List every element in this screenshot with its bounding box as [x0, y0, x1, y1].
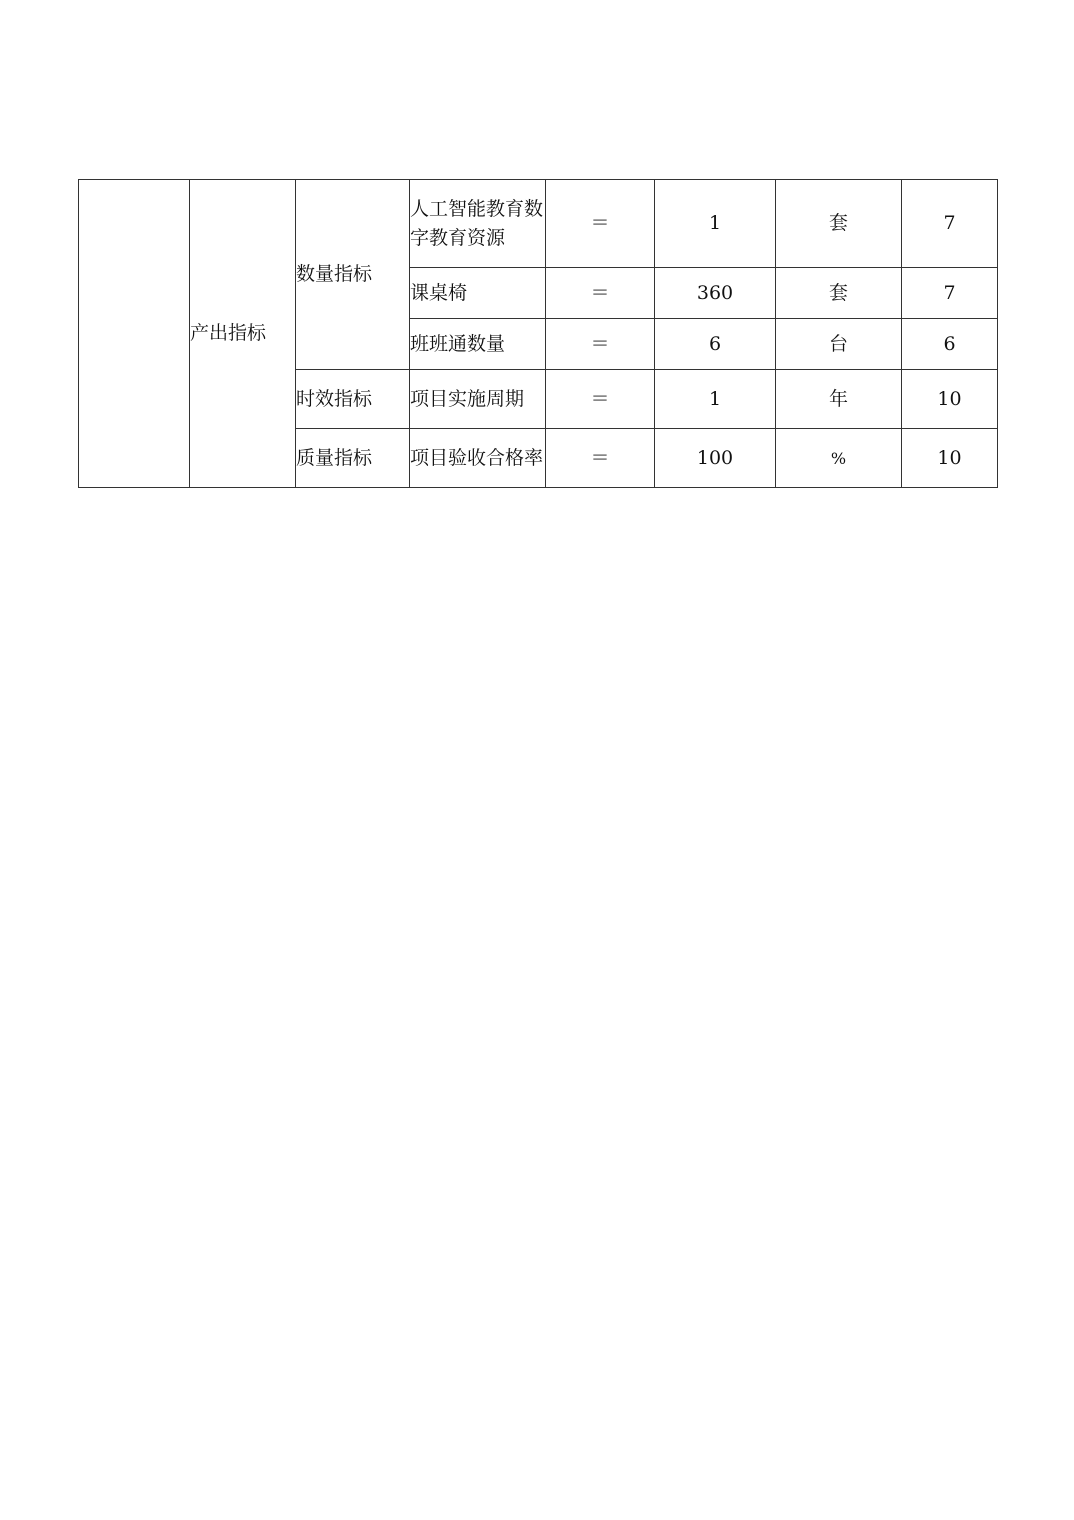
indicator-name-cell: 项目实施周期: [410, 370, 546, 429]
target-value-cell: 6: [655, 319, 776, 370]
target-value-cell: 100: [655, 429, 776, 488]
indicator-name-cell: 项目验收合格率: [410, 429, 546, 488]
operator-cell: ＝: [546, 268, 655, 319]
unit-cell: %: [776, 429, 902, 488]
level2-indicator-cell: 质量指标: [296, 429, 410, 488]
target-value-cell: 1: [655, 180, 776, 268]
unit-cell: 套: [776, 268, 902, 319]
score-cell: 7: [902, 268, 998, 319]
operator-cell: ＝: [546, 429, 655, 488]
operator-cell: ＝: [546, 319, 655, 370]
target-value-cell: 1: [655, 370, 776, 429]
level2-indicator-cell: 时效指标: [296, 370, 410, 429]
operator-cell: ＝: [546, 370, 655, 429]
score-cell: 10: [902, 370, 998, 429]
score-cell: 7: [902, 180, 998, 268]
indicator-name-cell: 人工智能教育数字教育资源: [410, 180, 546, 268]
level1-indicator-cell: 产出指标: [190, 180, 296, 488]
table-row: [79, 180, 998, 268]
unit-cell: 套: [776, 180, 902, 268]
operator-cell: ＝: [546, 180, 655, 268]
unit-cell: 年: [776, 370, 902, 429]
unit-cell: 台: [776, 319, 902, 370]
level2-indicator-cell: 数量指标: [296, 180, 410, 370]
indicator-name-cell: 班班通数量: [410, 319, 546, 370]
document-page: [78, 179, 997, 488]
indicator-name-cell: 课桌椅: [410, 268, 546, 319]
blank-category-cell: [79, 180, 190, 488]
target-value-cell: 360: [655, 268, 776, 319]
score-cell: 6: [902, 319, 998, 370]
score-cell: 10: [902, 429, 998, 488]
performance-indicator-table: [78, 179, 998, 488]
